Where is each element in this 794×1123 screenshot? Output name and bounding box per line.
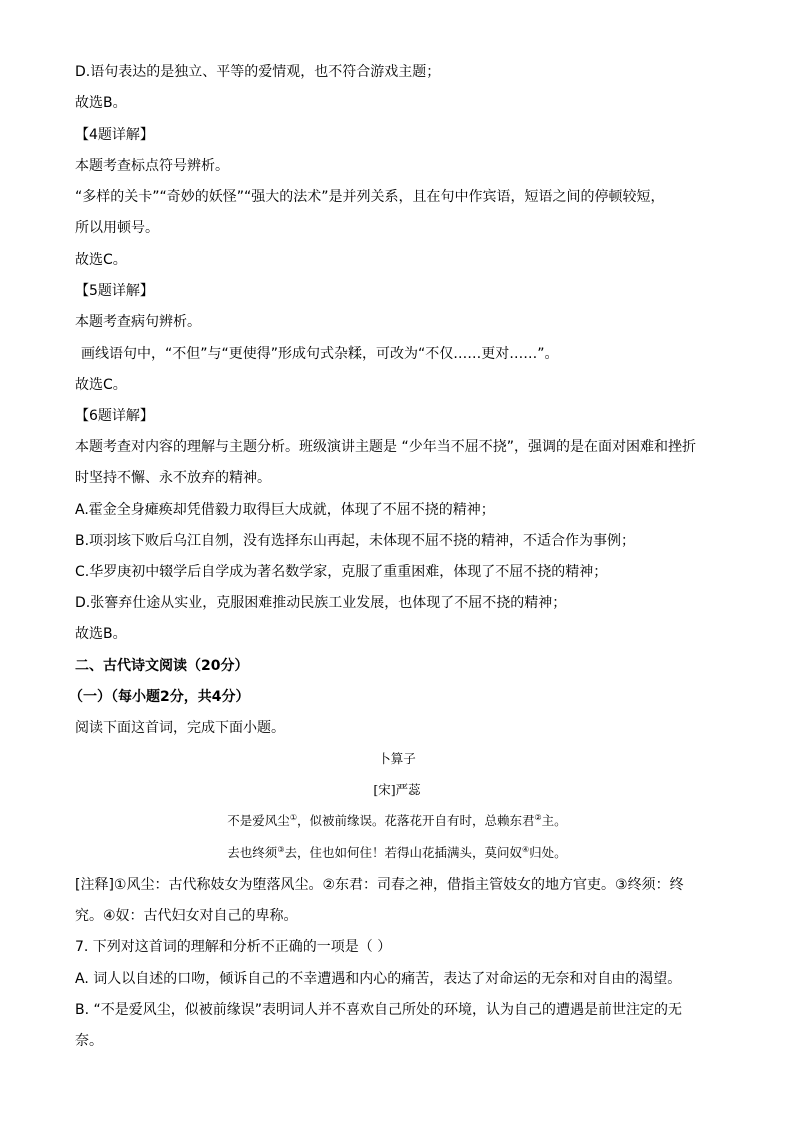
q6-option-a: A.霍金全身瘫痪却凭借毅力取得巨大成就，体现了不屈不挠的精神； (75, 502, 495, 518)
answer-conclusion: 故选B。 (75, 95, 127, 111)
q4-explanation-cont: 所以用顿号。 (75, 220, 159, 236)
question-7-option-b-cont: 奈。 (75, 1033, 103, 1049)
answer-conclusion: 故选C。 (75, 377, 127, 393)
part-two-heading: 二、古代诗文阅读（20分） (75, 658, 249, 674)
poem-line-2: 去也终须③去，住也如何住！若得山花插满头，莫问奴④归处。 (227, 844, 567, 860)
reading-instruction: 阅读下面这首词，完成下面小题。 (75, 720, 285, 736)
section-heading-q6: 【6题详解】 (75, 408, 154, 424)
q4-topic: 本题考查标点符号辨析。 (75, 158, 229, 174)
section-heading-q5: 【5题详解】 (75, 283, 154, 299)
q5-explanation: 画线语句中，“不但”与“更使得”形成句式杂糅，可改为“不仅……更对……”。 (81, 346, 559, 362)
question-7-option-a: A. 词人以自述的口吻，倾诉自己的不幸遭遇和内心的痛苦，表达了对命运的无奈和对自由的渴望。 (75, 971, 682, 987)
q6-explanation: 本题考查对内容的理解与主题分析。班级演讲主题是 “少年当不屈不挠”，强调的是在面对困难和挫折 (75, 439, 696, 455)
q6-option-d: D.张謇弃仕途从实业，克服困难推动民族工业发展，也体现了不屈不挠的精神； (75, 595, 567, 611)
q5-topic: 本题考查病句辨析。 (75, 314, 201, 330)
q6-explanation-cont: 时坚持不懈、永不放弃的精神。 (75, 470, 271, 486)
answer-d-analysis: D.语句表达的是独立、平等的爱情观，也不符合游戏主题； (75, 64, 441, 80)
poem-author: [宋]严蕊 (373, 782, 421, 797)
q6-option-c: C.华罗庚初中辍学后自学成为著名数学家，克服了重重困难，体现了不屈不挠的精神； (75, 564, 608, 580)
section-heading-q4: 【4题详解】 (75, 127, 154, 143)
question-7-stem: 7. 下列对这首词的理解和分析不正确的一项是（ ） (75, 939, 392, 955)
poem-line-1: 不是爱风尘①，似被前缘误。花落花开自有时，总赖东君②主。 (227, 812, 567, 828)
answer-conclusion: 故选C。 (75, 252, 127, 268)
question-7-option-b: B. “不是爱风尘，似被前缘误”表明词人并不喜欢自己所处的环境，认为自己的遭遇是前世注定的无 (75, 1002, 683, 1018)
poem-title: 卜算子 (378, 751, 416, 766)
poem-notes-cont: 究。④奴：古代妇女对自己的卑称。 (75, 908, 298, 924)
q6-option-b: B.项羽垓下败后乌江自刎，没有选择东山再起，未体现不屈不挠的精神，不适合作为事例； (75, 533, 636, 549)
subsection-heading: （一）（每小题2分，共4分） (69, 689, 250, 705)
answer-conclusion: 故选B。 (75, 626, 127, 642)
poem-notes: [注释]①风尘：古代称妓女为堕落风尘。②东君：司春之神，借指主管妓女的地方官吏。③终须：终 (75, 877, 684, 893)
q4-explanation: “多样的关卡”“奇妙的妖怪”“强大的法术”是并列关系，且在句中作宾语，短语之间的停顿较短， (75, 189, 665, 205)
